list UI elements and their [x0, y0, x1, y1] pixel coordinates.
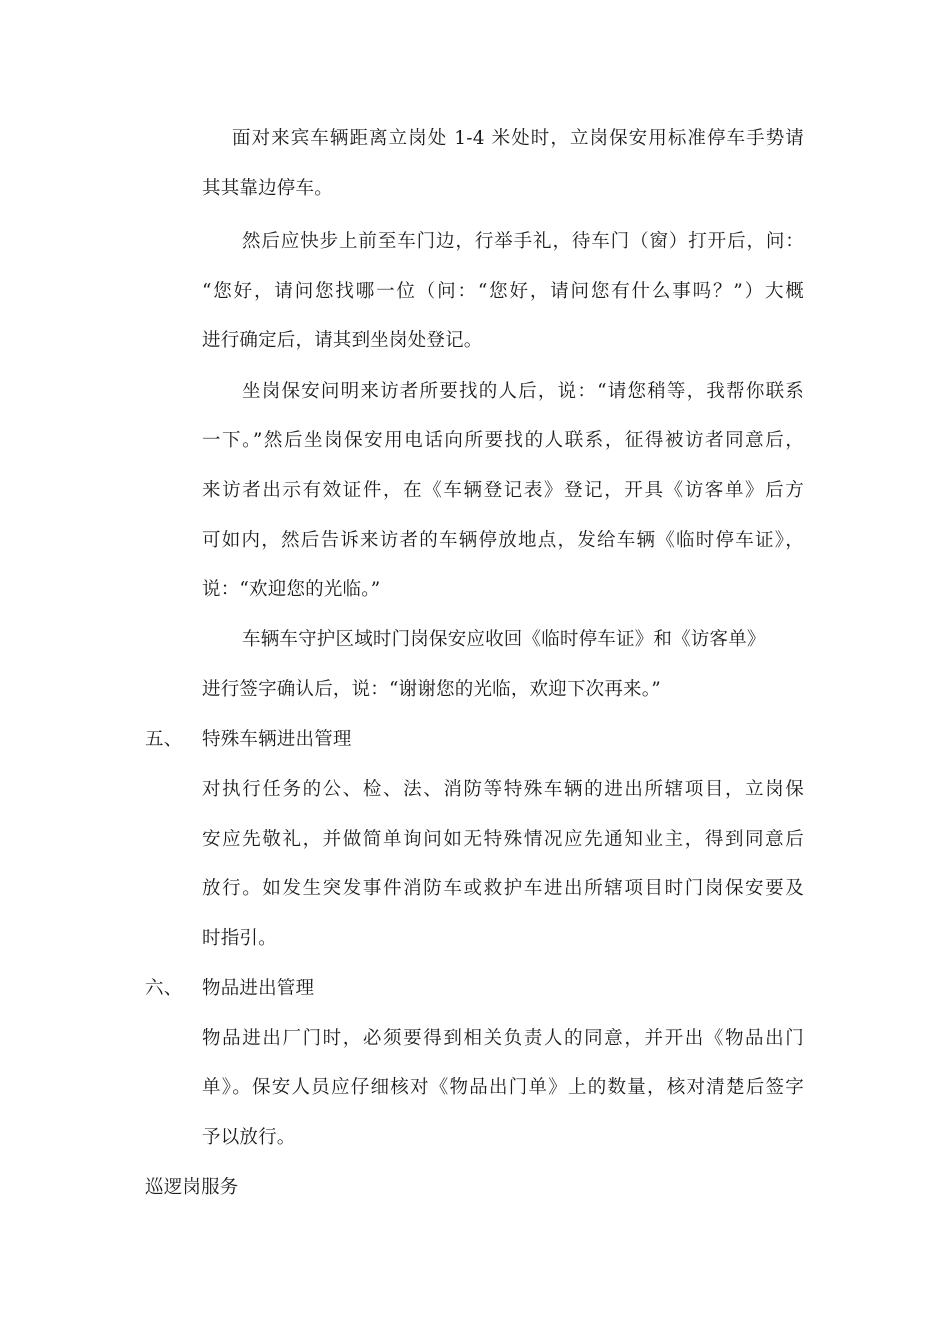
section-6-line-2: 单》。保安人员应仔细核对《物品出门单》上的数量，核对清楚后签字: [202, 1077, 804, 1098]
paragraph-3-line-4: 可如内，然后告诉来访者的车辆停放地点，发给车辆《临时停车证》，: [202, 530, 804, 551]
section-5-line-4: 时指引。: [202, 928, 277, 949]
paragraph-4-line-1: 车辆车守护区域时门岗保安应收回《临时停车证》和《访客单》: [242, 629, 766, 650]
section-6-number: 六、: [145, 978, 183, 999]
paragraph-2-line-3: 进行确定后，请其到坐岗处登记。: [202, 330, 483, 351]
section-6-line-1: 物品进出厂门时，必须要得到相关负责人的同意，并开出《物品出门: [202, 1028, 804, 1049]
section-5-line-1: 对执行任务的公、检、法、消防等特殊车辆的进出所辖项目，立岗保: [202, 779, 804, 800]
paragraph-1-line-1: 面对来宾车辆距离立岗处 1-4 米处时，立岗保安用标准停车手势请: [232, 128, 804, 149]
paragraph-3-line-2: 一下。”然后坐岗保安用电话向所要找的人联系，征得被访者同意后，: [202, 430, 804, 451]
section-6-line-3: 予以放行。: [202, 1127, 296, 1148]
section-heading-patrol: 巡逻岗服务: [145, 1177, 239, 1198]
paragraph-2-line-2: “您好，请问您找哪一位（问：“您好，请问您有什么事吗？”）大概: [202, 281, 804, 302]
paragraph-3-line-5: 说：“欢迎您的光临。”: [202, 579, 381, 600]
section-6-title: 物品进出管理: [202, 978, 315, 999]
paragraph-3-line-3: 来访者出示有效证件，在《车辆登记表》登记，开具《访客单》后方: [202, 480, 804, 501]
section-5-line-2: 安应先敬礼，并做简单询问如无特殊情况应先通知业主，得到同意后: [202, 829, 804, 850]
section-5-title: 特殊车辆进出管理: [202, 729, 352, 750]
section-5-number: 五、: [145, 729, 183, 750]
paragraph-3-line-1: 坐岗保安问明来访者所要找的人后，说：“请您稍等，我帮你联系: [242, 381, 804, 402]
paragraph-2-line-1: 然后应快步上前至车门边，行举手礼，待车门（窗）打开后，问：: [242, 231, 804, 252]
paragraph-4-line-2: 进行签字确认后，说：“谢谢您的光临，欢迎下次再来。”: [202, 679, 661, 700]
paragraph-1-line-2: 其其靠边停车。: [202, 178, 333, 199]
section-5-line-3: 放行。如发生突发事件消防车或救护车进出所辖项目时门岗保安要及: [202, 878, 804, 899]
